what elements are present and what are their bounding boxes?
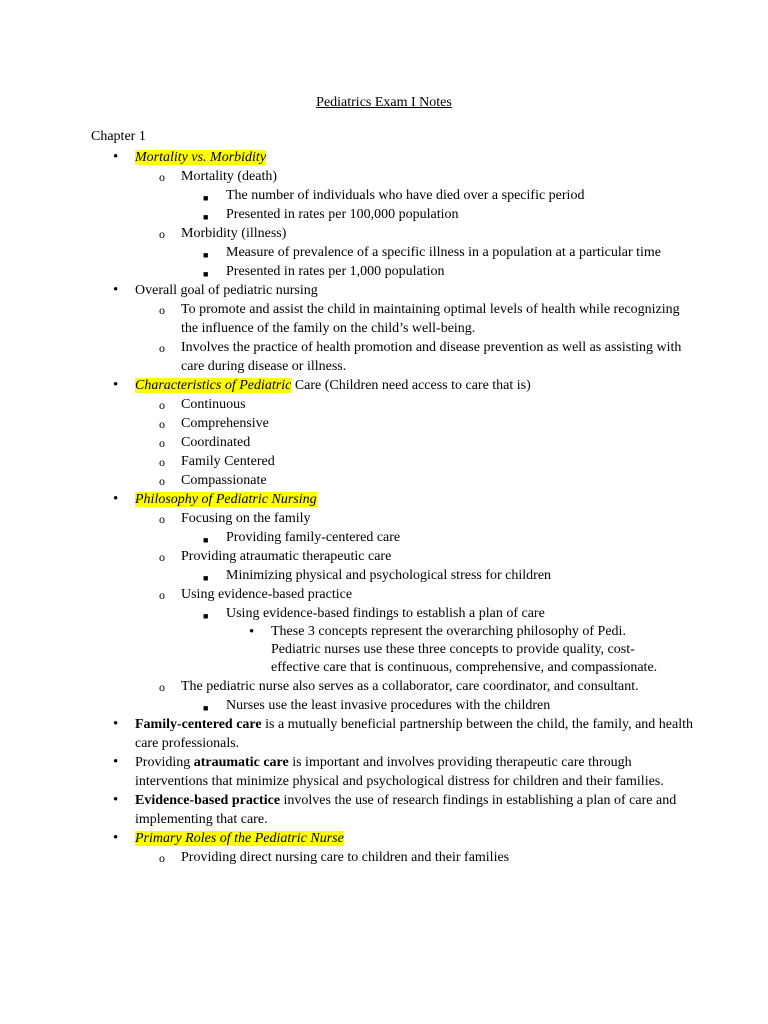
list-item: ■ The number of individuals who have died over a specific period: [0, 186, 768, 205]
highlighted-heading: Characteristics of Pediatric: [135, 378, 292, 393]
circle-bullet-icon: o: [159, 851, 165, 865]
list-item: o Compassionate: [0, 471, 768, 490]
circle-bullet-icon: o: [159, 170, 165, 184]
list-item: o Family Centered: [0, 452, 768, 471]
list-item: ■ Nurses use the least invasive procedures with the children: [0, 696, 768, 715]
list-item: • Overall goal of pediatric nursing: [113, 282, 318, 298]
bullet-icon: •: [113, 491, 119, 507]
highlighted-heading: Primary Roles of the Pediatric Nurse: [135, 831, 344, 846]
list-item: ■ Providing family-centered care: [0, 528, 768, 547]
bullet-icon: •: [113, 792, 119, 808]
list-item: o Focusing on the family: [0, 509, 768, 528]
highlighted-heading: Mortality vs. Morbidity: [135, 150, 267, 165]
list-item: ■ Presented in rates per 1,000 population: [0, 262, 768, 281]
list-item: o Morbidity (illness): [0, 224, 768, 243]
bullet-icon: •: [113, 830, 119, 846]
square-bullet-icon: ■: [203, 269, 209, 279]
square-bullet-icon: ■: [203, 212, 209, 222]
list-item: [0, 490, 768, 509]
bullet-icon: •: [113, 149, 119, 165]
list-item: • Family-centered care is a mutually beneficial partnership between the child, the family, and health care professionals.: [113, 716, 693, 751]
list-item: • These 3 concepts represent the overarching philosophy of Pedi. Pediatric nurses use these three concepts to provide quality, cost-effective care that is continuous, comprehensive, and compassionate.: [249, 624, 658, 675]
bullet-icon: •: [113, 282, 119, 298]
square-bullet-icon: ■: [203, 193, 209, 203]
list-item: o Comprehensive: [0, 414, 768, 433]
document-title: Pediatrics Exam I Notes: [316, 95, 452, 110]
chapter-heading: Chapter 1: [91, 129, 146, 144]
square-bullet-icon: ■: [203, 250, 209, 260]
circle-bullet-icon: o: [159, 455, 165, 469]
circle-bullet-icon: o: [159, 303, 165, 317]
list-item: ■ Presented in rates per 100,000 population: [0, 205, 768, 224]
square-bullet-icon: ■: [203, 535, 209, 545]
list-item: [0, 829, 768, 848]
list-item: o Providing atraumatic therapeutic care: [0, 547, 768, 566]
circle-bullet-icon: o: [159, 398, 165, 412]
list-item: • Characteristics of Pediatric Care (Children need access to care that is): [113, 377, 531, 393]
list-item: o Providing direct nursing care to children and their families: [0, 848, 768, 867]
list-item: ■ Minimizing physical and psychological stress for children: [0, 566, 768, 585]
list-item: o Using evidence-based practice: [0, 585, 768, 604]
circle-bullet-icon: o: [159, 227, 165, 241]
list-item: o To promote and assist the child in maintaining optimal levels of health while recognizing the influence of the family on the child’s well-being.: [159, 302, 680, 336]
square-bullet-icon: ■: [203, 703, 209, 713]
list-item: ■ Using evidence-based findings to establish a plan of care: [0, 604, 768, 623]
list-item: ■ Measure of prevalence of a specific illness in a population at a particular time: [0, 243, 768, 262]
list-item: o Mortality (death): [0, 167, 768, 186]
list-item: o Coordinated: [0, 433, 768, 452]
circle-bullet-icon: o: [159, 417, 165, 431]
circle-bullet-icon: o: [159, 341, 165, 355]
bullet-icon: •: [249, 624, 255, 640]
bullet-icon: •: [113, 377, 119, 393]
list-item: o The pediatric nurse also serves as a collaborator, care coordinator, and consultant.: [0, 677, 768, 696]
list-item: • Providing atraumatic care is important and involves providing therapeutic care through interventions that minimize physical and psychological distress for children and their families.: [113, 754, 664, 789]
circle-bullet-icon: o: [159, 474, 165, 488]
circle-bullet-icon: o: [159, 550, 165, 564]
bullet-icon: •: [113, 716, 119, 732]
circle-bullet-icon: o: [159, 436, 165, 450]
list-item: • Evidence-based practice involves the use of research findings in establishing a plan of care and implementing that care.: [113, 792, 677, 827]
list-item: o Involves the practice of health promotion and disease prevention as well as assisting with care during disease or illness.: [159, 340, 682, 374]
circle-bullet-icon: o: [159, 680, 165, 694]
square-bullet-icon: ■: [203, 611, 209, 621]
highlighted-heading: Philosophy of Pediatric Nursing: [135, 492, 317, 507]
notes-outline: [0, 148, 768, 867]
circle-bullet-icon: o: [159, 588, 165, 602]
circle-bullet-icon: o: [159, 512, 165, 526]
list-item: [0, 148, 768, 167]
bullet-icon: •: [113, 754, 119, 770]
square-bullet-icon: ■: [203, 573, 209, 583]
list-item: o Continuous: [0, 395, 768, 414]
